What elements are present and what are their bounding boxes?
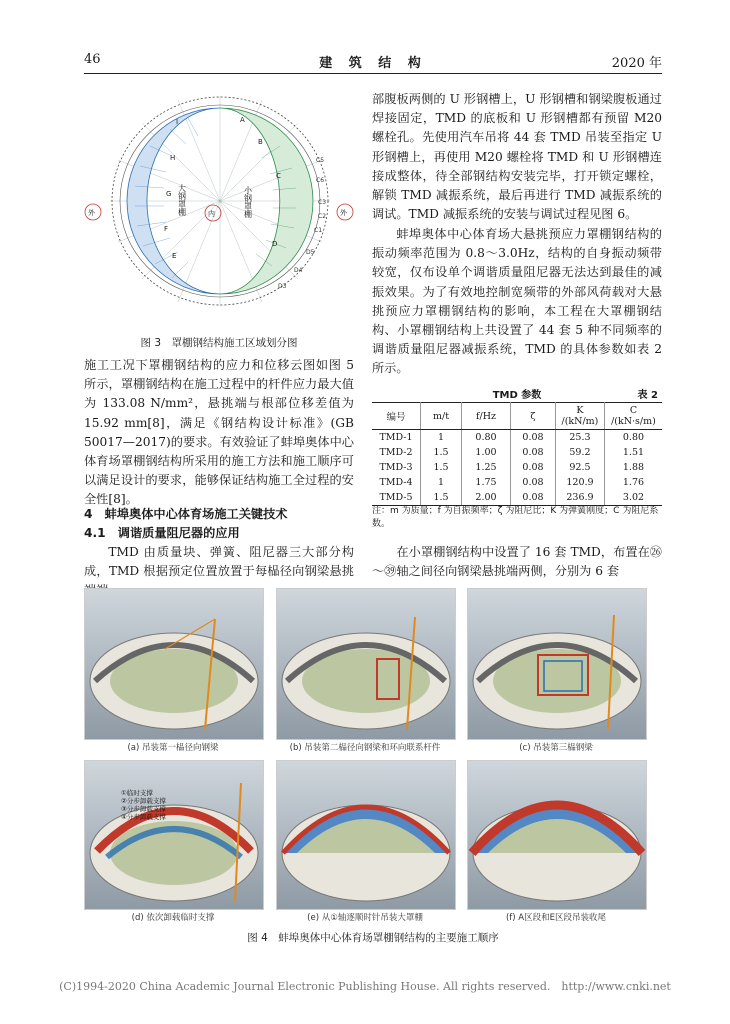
photo-b-art bbox=[277, 589, 455, 739]
outer-label-right: 外 bbox=[340, 209, 347, 217]
photo-d-annotations bbox=[121, 789, 166, 821]
cell: 1.5 bbox=[421, 490, 462, 506]
cell: 3.02 bbox=[604, 490, 662, 506]
cell: 1.76 bbox=[622, 477, 645, 488]
zone-label: E bbox=[172, 252, 177, 260]
axis-label: C3 bbox=[318, 199, 327, 206]
subcaption-d: (d) 依次卸载临时支撑 bbox=[131, 913, 215, 923]
copyright-footer: (C)1994-2020 China Academic Journal Electronic Publishing House. All rights reserved. http://www.cnki.net bbox=[59, 980, 671, 993]
table2-label: 表 2 bbox=[637, 390, 658, 401]
annotation-line: ④分步卸载支撑 bbox=[121, 813, 166, 821]
right-paragraph-3: 在小罩棚钢结构中设置了 16 套 TMD，布置在㉖～㊴轴之间径向钢梁悬挑端两侧，分别为 6 套 bbox=[372, 545, 662, 579]
cell: 1 bbox=[421, 475, 462, 490]
zone-label: G bbox=[166, 190, 172, 198]
subcaption-b: (b) 吊装第二榀径向钢梁和环向联系杆件 bbox=[289, 743, 441, 753]
left-paragraph-1: 施工工况下罩棚钢结构的应力和位移云图如图 5 所示，罩棚钢结构在施工过程中的杆件应力最大值为 133.08 N/mm²，悬挑端与根部位移差值为 15.92 mm[8]，满足《钢结构设计标准》(GB 50017—2017)的要求。有效验证了蚌埠奥体中心体育场罩棚钢结构所采用的施工方法和施工顺序可以满足设计的要求，能够保证结构施工全过程的安全性[8]。 bbox=[84, 358, 354, 507]
cell: 0.08 bbox=[511, 430, 556, 446]
cell: 1.5 bbox=[421, 445, 462, 460]
axis-label: C1 bbox=[314, 227, 323, 234]
table2-note: 注：m 为质量；f 为自振频率；ζ 为阻尼比；K 为弹簧刚度；C 为阻尼系数。 bbox=[372, 506, 659, 529]
fig4-caption: 图 4 蚌埠奥体中心体育场罩棚钢结构的主要施工顺序 bbox=[247, 932, 499, 944]
annotation-line: ③分步卸载支撑 bbox=[121, 805, 166, 813]
cell: 1.00 bbox=[462, 445, 511, 460]
big-canopy-label: 大钢罩棚 bbox=[177, 184, 187, 216]
tmd-table bbox=[372, 402, 662, 506]
col-header: m/t bbox=[421, 403, 462, 430]
page-header bbox=[84, 52, 662, 72]
table2 bbox=[372, 402, 662, 506]
axis-label: D3 bbox=[278, 283, 287, 290]
cell: 1.25 bbox=[462, 460, 511, 475]
axis-label: C6 bbox=[316, 177, 325, 184]
cell: 0.80 bbox=[622, 432, 645, 443]
fig3-caption: 图 3 罩棚钢结构施工区域划分图 bbox=[140, 337, 298, 349]
zone-label: D bbox=[272, 240, 278, 248]
cell: 59.2 bbox=[556, 445, 605, 460]
photo-d-art bbox=[85, 761, 263, 909]
subcaption-e: (e) 从①轴逐顺时针吊装大罩棚 bbox=[307, 913, 423, 923]
axis-label: D4 bbox=[294, 267, 303, 274]
table-row bbox=[372, 430, 662, 446]
subcaption-c: (c) 吊装第三榀钢梁 bbox=[519, 743, 593, 753]
cell: TMD-2 bbox=[372, 445, 421, 460]
section-heading: 4 蚌埠奥体中心体育场施工关键技术 bbox=[84, 507, 288, 521]
zone-label: B bbox=[258, 138, 263, 146]
axis-label: C2 bbox=[318, 213, 327, 220]
header-rule bbox=[84, 73, 662, 74]
fig3-plan-diagram bbox=[80, 86, 360, 316]
subsection-heading: 4.1 调谐质量阻尼器的应用 bbox=[84, 526, 240, 540]
annotation-line: ②分步卸载支撑 bbox=[121, 797, 166, 805]
cell: 25.3 bbox=[556, 430, 605, 446]
col-header: 编号 bbox=[372, 403, 421, 430]
photo-e-art bbox=[277, 761, 455, 909]
subcaption-f: (f) A区段和E区段吊装收尾 bbox=[505, 913, 606, 923]
cell: TMD-1 bbox=[372, 430, 421, 446]
cell: 1.5 bbox=[421, 460, 462, 475]
zone-label: F bbox=[164, 225, 169, 233]
cell: 2.00 bbox=[462, 490, 511, 506]
cell: 0.80 bbox=[462, 430, 511, 446]
cell: TMD-3 bbox=[372, 460, 421, 475]
cell: 0.08 bbox=[511, 490, 556, 506]
left-paragraph-2: TMD 由质量块、弹簧、阻尼器三大部分构成，TMD 根据预定位置放置于每榀径向钢梁悬挑 bbox=[84, 545, 354, 579]
photo-f bbox=[467, 760, 647, 910]
cell: 236.9 bbox=[556, 490, 605, 506]
table-row bbox=[372, 490, 662, 506]
table-row bbox=[372, 445, 662, 460]
col-header: K /(kN/m) bbox=[556, 403, 605, 430]
cell: 1.88 bbox=[622, 462, 645, 473]
cell: TMD-5 bbox=[372, 490, 421, 506]
cell: 92.5 bbox=[556, 460, 605, 475]
outer-label-left: 外 bbox=[88, 209, 95, 217]
cell: 0.08 bbox=[511, 460, 556, 475]
cell: 120.9 bbox=[556, 475, 605, 490]
right-paragraph-1: 部腹板两侧的 U 形钢槽上，U 形钢槽和钢梁腹板通过焊接固定，TMD 的底板和 U 形钢槽都有预留 M20 螺栓孔。先使用汽车吊将 44 套 TMD 吊装至指定 U 形钢槽上，再使用 M20 螺栓将 TMD 和 U 形钢槽连接成整体，待全部钢结构安装完毕，打开锁定螺栓，解锁 TMD 减振系统，最后再进行 TMD 减振系统的调试。TMD 减振系统的安装与调试过程见图 6。 bbox=[372, 92, 662, 222]
inner-label: 内 bbox=[208, 210, 215, 218]
col-header: C /(kN·s/m) bbox=[604, 403, 662, 430]
annotation-line: ①临时支撑 bbox=[121, 789, 153, 797]
journal-title: 建 筑 结 构 bbox=[319, 56, 427, 71]
table2-title-row bbox=[372, 386, 662, 402]
photo-d bbox=[84, 760, 264, 910]
fig3-svg bbox=[80, 86, 360, 316]
col-header: ζ bbox=[511, 403, 556, 430]
zone-label: I bbox=[176, 118, 179, 126]
photo-b bbox=[276, 588, 456, 740]
zone-label: A bbox=[240, 116, 245, 124]
page-number: 46 bbox=[84, 52, 101, 67]
zone-label: C bbox=[276, 172, 281, 180]
photo-f-art bbox=[468, 761, 646, 909]
table-row bbox=[372, 460, 662, 475]
photo-a-art bbox=[85, 589, 263, 739]
photo-c bbox=[467, 588, 647, 740]
journal-year: 2020 年 bbox=[611, 56, 662, 71]
photo-c-art bbox=[468, 589, 646, 739]
photo-a bbox=[84, 588, 264, 740]
cell: TMD-4 bbox=[372, 475, 421, 490]
table-row bbox=[372, 475, 662, 490]
axis-label: C5 bbox=[316, 157, 325, 164]
col-header: f/Hz bbox=[462, 403, 511, 430]
cell: 0.08 bbox=[511, 475, 556, 490]
table2-title: TMD 参数 bbox=[492, 390, 542, 401]
subcaption-a: (a) 吊装第一榀径向钢梁 bbox=[127, 743, 219, 753]
right-paragraph-2: 蚌埠奥体中心体育场大悬挑预应力罩棚钢结构的振动频率范围为 0.8～3.0Hz，结构的自身振动频带较宽，仅布设单个调谐质量阻尼器无法达到最佳的减振效果。为了有效地控制宽频带的外部风荷载对大悬挑预应力罩棚钢结构的影响，本工程在大罩棚钢结构、小罩棚钢结构上共设置了 44 套 5 种不同频率的调谐质量阻尼器减振系统，TMD 的具体参数如表 2 所示。 bbox=[372, 227, 662, 376]
cell: 0.08 bbox=[511, 445, 556, 460]
cell: 1.75 bbox=[462, 475, 511, 490]
zone-label: H bbox=[170, 154, 176, 162]
photo-e bbox=[276, 760, 456, 910]
cell: 1 bbox=[421, 430, 462, 446]
small-canopy-label: 小钢罩棚 bbox=[243, 186, 253, 218]
axis-label: D5 bbox=[306, 249, 315, 256]
cell: 1.51 bbox=[622, 447, 645, 458]
